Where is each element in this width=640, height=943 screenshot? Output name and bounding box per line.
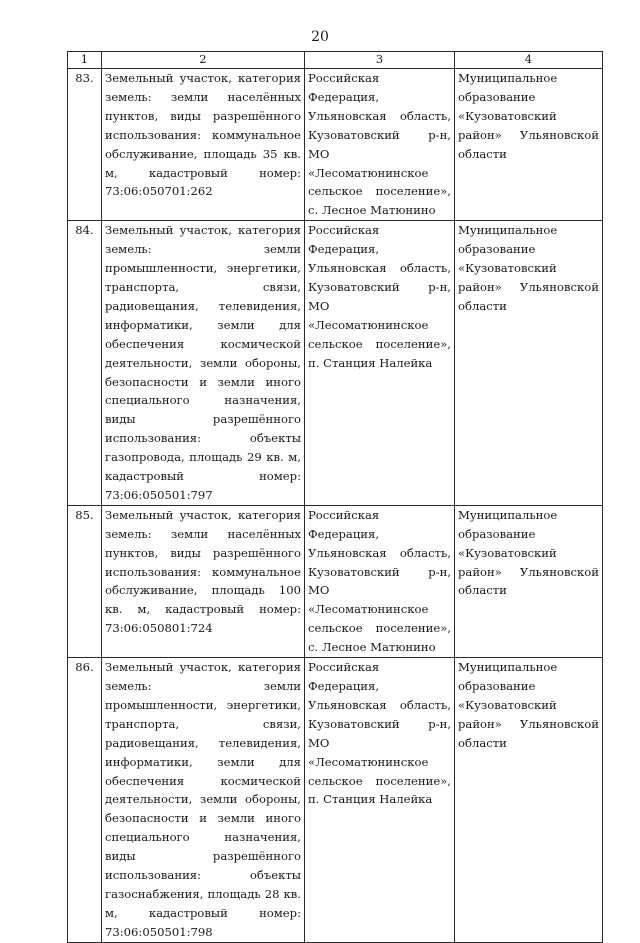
property-owner: Муниципальное образование «Кузоватовский район» Ульяновской области — [455, 69, 603, 221]
property-address: Российская Федерация, Ульяновская область, Кузоватовский р-н, МО «Лесоматюнинское сельское поселение», с. Лесное Матюнино — [305, 69, 455, 221]
page-number: 20 — [311, 29, 329, 45]
property-registry-table — [67, 51, 603, 943]
row-number: 86. — [68, 658, 102, 943]
table-header — [68, 52, 603, 69]
property-description: Земельный участок, категория земель: земли промышленности, энергетики, транспорта, связи, радиовещания, телевидения, информатики, земли для обеспечения космической деятельности, земли обороны, безопасности и земли иного специального назначения, виды разрешённого использования: объекты газопровода, площадь 29 кв. м, кадастровый номер: 73:06:050501:797 — [102, 221, 305, 506]
table-row — [68, 69, 603, 221]
row-number: 83. — [68, 69, 102, 221]
property-owner: Муниципальное образование «Кузоватовский район» Ульяновской области — [455, 505, 603, 657]
property-description: Земельный участок, категория земель: земли населённых пунктов, виды разрешённого использования: коммунальное обслуживание, площадь 35 кв. м, кадастровый номер: 73:06:050701:262 — [102, 69, 305, 221]
table-row — [68, 221, 603, 506]
row-number: 84. — [68, 221, 102, 506]
property-address: Российская Федерация, Ульяновская область, Кузоватовский р-н, МО «Лесоматюнинское сельское поселение», п. Станция Налейка — [305, 221, 455, 506]
table-body — [68, 69, 603, 943]
property-address: Российская Федерация, Ульяновская область, Кузоватовский р-н, МО «Лесоматюнинское сельское поселение», п. Станция Налейка — [305, 658, 455, 943]
row-number: 85. — [68, 505, 102, 657]
column-header-3: 3 — [305, 52, 455, 69]
column-header-1: 1 — [68, 52, 102, 69]
column-number-row — [68, 52, 603, 69]
property-address: Российская Федерация, Ульяновская область, Кузоватовский р-н, МО «Лесоматюнинское сельское поселение», с. Лесное Матюнино — [305, 505, 455, 657]
property-owner: Муниципальное образование «Кузоватовский район» Ульяновской области — [455, 658, 603, 943]
column-header-4: 4 — [455, 52, 603, 69]
table-row — [68, 505, 603, 657]
column-header-2: 2 — [102, 52, 305, 69]
property-owner: Муниципальное образование «Кузоватовский район» Ульяновской области — [455, 221, 603, 506]
property-description: Земельный участок, категория земель: земли населённых пунктов, виды разрешённого использования: коммунальное обслуживание, площадь 100 кв. м, кадастровый номер: 73:06:050801:724 — [102, 505, 305, 657]
property-description: Земельный участок, категория земель: земли промышленности, энергетики, транспорта, связи, радиовещания, телевидения, информатики, земли для обеспечения космической деятельности, земли обороны, безопасности и земли иного специального назначения, виды разрешённого использования: объекты газоснабжения, площадь 28 кв. м, кадастровый номер: 73:06:050501:798 — [102, 658, 305, 943]
table-row — [68, 658, 603, 943]
